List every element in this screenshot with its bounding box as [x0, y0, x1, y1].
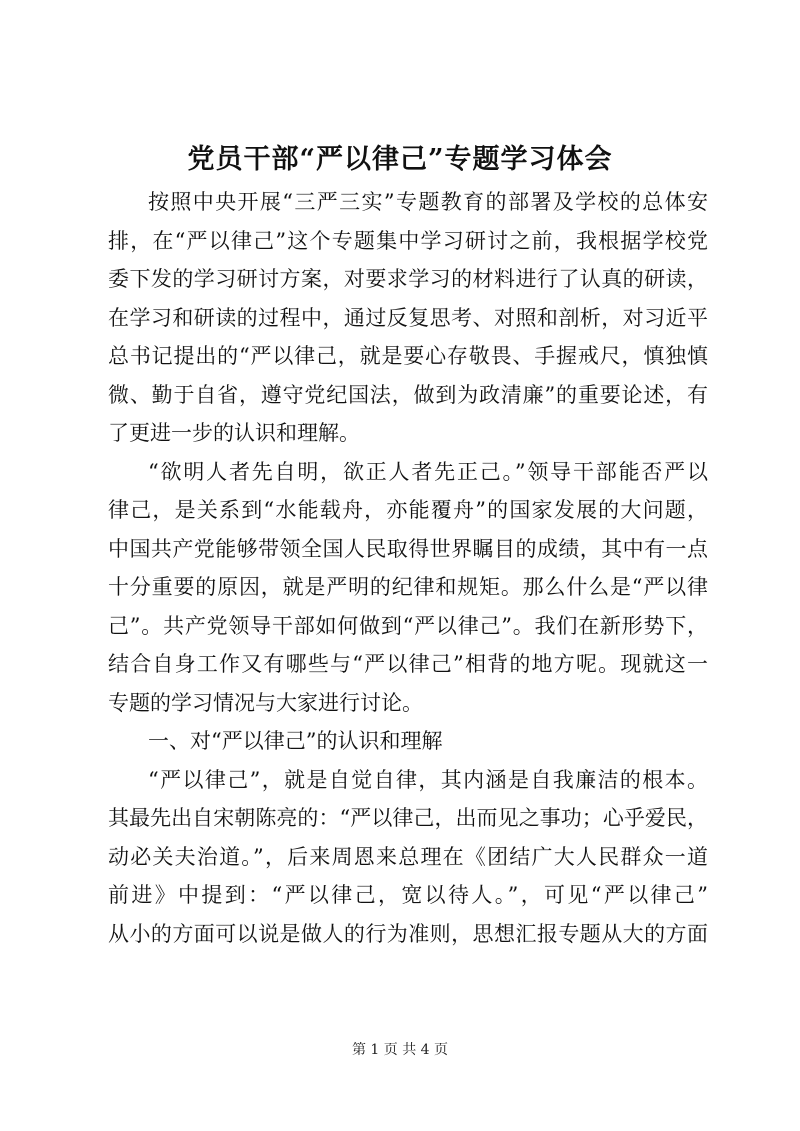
body-line: 中国共产党能够带领全国人民取得世界瞩目的成绩，其中有一点 — [108, 536, 708, 561]
page-footer: 第 1 页 共 4 页 — [351, 1042, 449, 1058]
document-body — [108, 183, 708, 953]
document-title: 党员干部“严以律己”专题学习体会 — [187, 144, 613, 175]
body-line: 十分重要的原因，就是严明的纪律和规矩。那么什么是“严以律 — [108, 575, 708, 599]
body-line: 专题的学习情况与大家进行讨论。 — [108, 690, 423, 715]
body-line: 从小的方面可以说是做人的行为准则，思想汇报专题从大的方面 — [108, 921, 708, 946]
body-line: 结合自身工作又有哪些与“严以律己”相背的地方呢。现就这一 — [108, 652, 708, 676]
body-line: 按照中央开展“三严三实”专题教育的部署及学校的总体安 — [148, 190, 708, 214]
body-line: 动必关夫治道。”，后来周恩来总理在《团结广大人民群众一道 — [108, 844, 708, 869]
body-line: 委下发的学习研讨方案，对要求学习的材料进行了认真的研读， — [108, 267, 708, 291]
body-line: “严以律己”，就是自觉自律，其内涵是自我廉洁的根本。 — [148, 767, 708, 792]
section-heading: 一、对“严以律己”的认识和理解 — [148, 729, 443, 753]
body-line: 排，在“严以律己”这个专题集中学习研讨之前，我根据学校党 — [108, 228, 708, 253]
body-line: 其最先出自宋朝陈亮的：“严以律己，出而见之事功；心乎爱民， — [108, 806, 708, 830]
body-line: “欲明人者先自明，欲正人者先正己。”领导干部能否严以 — [148, 459, 708, 484]
body-line: 己”。共产党领导干部如何做到“严以律己”。我们在新形势下， — [108, 613, 708, 638]
body-line: 前进》中提到：“严以律己，宽以待人。”，可见“严以律己” — [108, 883, 708, 907]
body-line: 在学习和研读的过程中，通过反复思考、对照和剖析，对习近平 — [108, 305, 708, 330]
body-line: 总书记提出的“严以律己，就是要心存敬畏、手握戒尺，慎独慎 — [108, 344, 708, 368]
body-line: 微、勤于自省，遵守党纪国法，做到为政清廉”的重要论述，有 — [108, 382, 708, 407]
body-line: 了更进一步的认识和理解。 — [108, 421, 360, 445]
body-line: 律己，是关系到“水能载舟，亦能覆舟”的国家发展的大问题， — [108, 498, 708, 522]
